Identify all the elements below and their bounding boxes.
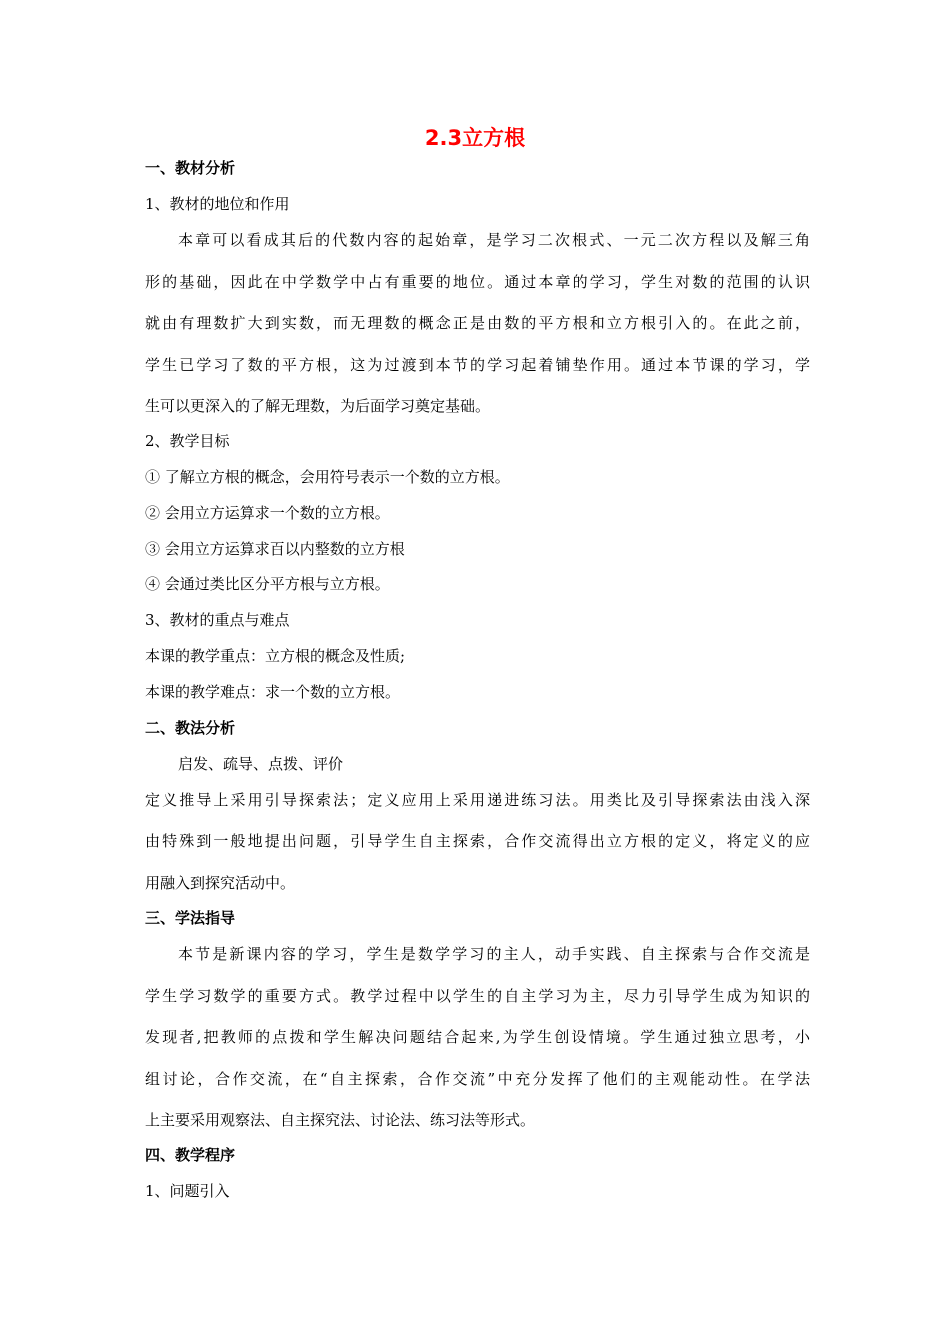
paragraph-line: 用融入到探究活动中。 <box>145 874 296 892</box>
section-heading-teaching-method: 二、教法分析 <box>145 719 236 737</box>
subheading-role: 1、教材的地位和作用 <box>145 195 290 213</box>
goal-item: ④ 会通过类比区分平方根与立方根。 <box>145 575 390 593</box>
paragraph-line: 上主要采用观察法、自主探究法、讨论法、练习法等形式。 <box>145 1111 536 1129</box>
paragraph-line: 就由有理数扩大到实数，而无理数的概念正是由数的平方根和立方根引入的。在此之前， <box>145 314 810 332</box>
paragraph-line: 学生学习数学的重要方式。教学过程中以学生的自主学习为主，尽力引导学生成为知识的 <box>145 987 810 1005</box>
goal-item: ③ 会用立方运算求百以内整数的立方根 <box>145 540 405 558</box>
goal-item: ① 了解立方根的概念，会用符号表示一个数的立方根。 <box>145 468 510 486</box>
paragraph-line: 形的基础，因此在中学数学中占有重要的地位。通过本章的学习，学生对数的范围的认识 <box>145 273 810 291</box>
difficult-point-line: 本课的教学难点：求一个数的立方根。 <box>145 683 401 701</box>
subheading-key-points: 3、教材的重点与难点 <box>145 611 290 629</box>
goal-item: ② 会用立方运算求一个数的立方根。 <box>145 504 390 522</box>
subheading-goals: 2、教学目标 <box>145 432 230 450</box>
paragraph-line: 学生已学习了数的平方根，这为过渡到本节的学习起着铺垫作用。通过本节课的学习，学 <box>145 356 810 374</box>
paragraph-line: 发现者,把教师的点拨和学生解决问题结合起来,为学生创设情境。学生通过独立思考，小 <box>145 1028 810 1046</box>
subheading-problem-intro: 1、问题引入 <box>145 1182 230 1200</box>
paragraph-line: 本节是新课内容的学习，学生是数学学习的主人，动手实践、自主探索与合作交流是 <box>178 945 810 963</box>
paragraph-line: 生可以更深入的了解无理数，为后面学习奠定基础。 <box>145 397 491 415</box>
paragraph-line: 由特殊到一般地提出问题，引导学生自主探索，合作交流得出立方根的定义，将定义的应 <box>145 832 810 850</box>
method-keywords: 启发、疏导、点拨、评价 <box>178 755 344 773</box>
document-title: 2.3立方根 <box>424 126 526 150</box>
key-point-line: 本课的教学重点：立方根的概念及性质; <box>145 647 406 665</box>
paragraph-line: 组讨论，合作交流，在“自主探索，合作交流”中充分发挥了他们的主观能动性。在学法 <box>145 1070 810 1088</box>
paragraph-line: 本章可以看成其后的代数内容的起始章，是学习二次根式、一元二次方程以及解三角 <box>178 231 810 249</box>
section-heading-teaching-procedure: 四、教学程序 <box>145 1146 236 1164</box>
section-heading-textbook-analysis: 一、教材分析 <box>145 159 236 177</box>
section-heading-learning-guidance: 三、学法指导 <box>145 909 236 927</box>
paragraph-line: 定义推导上采用引导探索法；定义应用上采用递进练习法。用类比及引导探索法由浅入深 <box>145 791 810 809</box>
